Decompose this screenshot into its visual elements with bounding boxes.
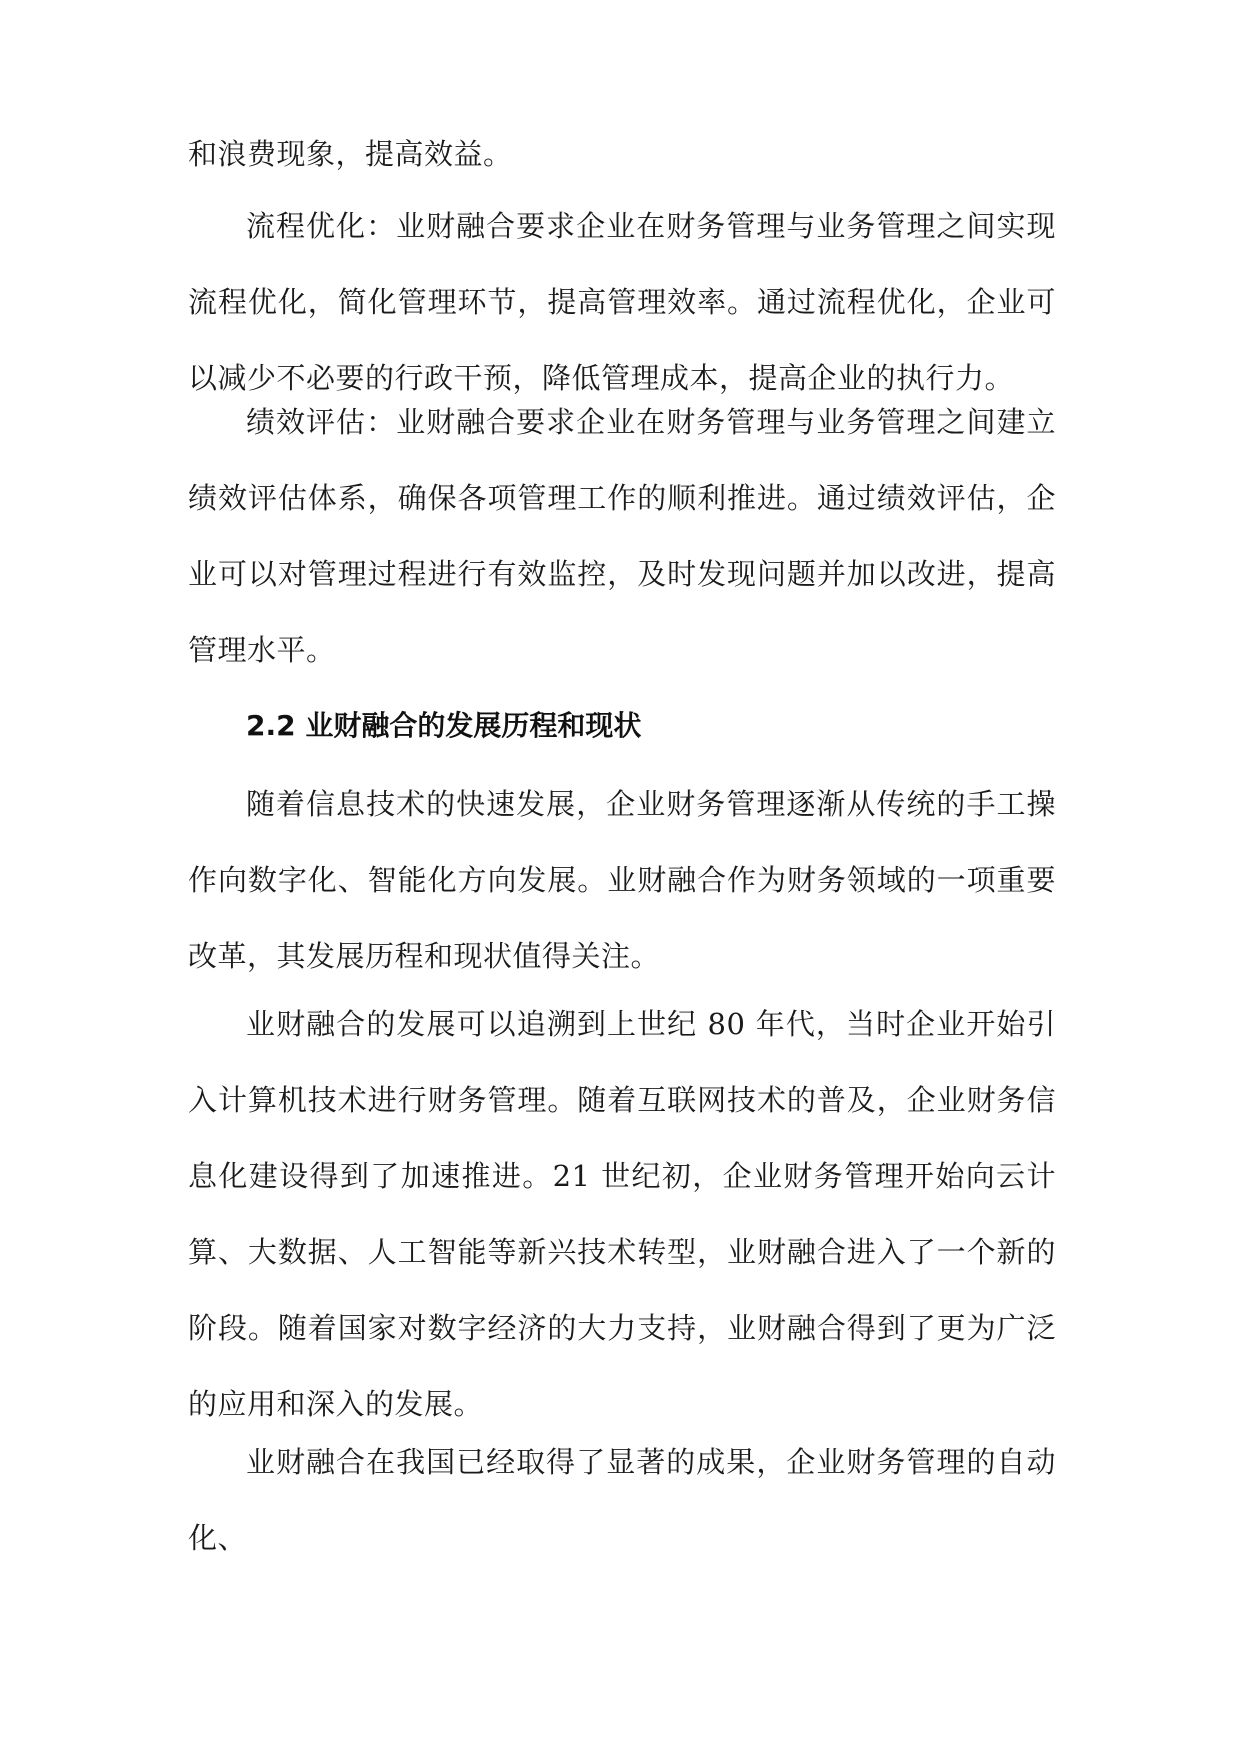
paragraph-process-optimization: 流程优化：业财融合要求企业在财务管理与业务管理之间实现流程优化，简化管理环节，提高管理效率。通过流程优化，企业可以减少不必要的行政干预，降低管理成本，提高企业的执行力。 (188, 209, 1056, 395)
section-heading: 2.2 业财融合的发展历程和现状 (246, 709, 642, 742)
paragraph-development-intro: 随着信息技术的快速发展，企业财务管理逐渐从传统的手工操作向数字化、智能化方向发展。业财融合作为财务领域的一项重要改革，其发展历程和现状值得关注。 (188, 787, 1056, 973)
paragraph-development-history: 业财融合的发展可以追溯到上世纪 80 年代，当时企业开始引入计算机技术进行财务管理。随着互联网技术的普及，企业财务信息化建设得到了加速推进。21 世纪初，企业财务管理开始向云计算、大数据、人工智能等新兴技术转型，业财融合进入了一个新的阶段。随着国家对数字经济的大力支持，业财融合得到了更为广泛的应用和深入的发展。 (188, 1007, 1056, 1421)
paragraph-continuation: 和浪费现象，提高效益。 (188, 137, 513, 171)
paragraph-performance-evaluation: 绩效评估：业财融合要求企业在财务管理与业务管理之间建立绩效评估体系，确保各项管理工作的顺利推进。通过绩效评估，企业可以对管理过程进行有效监控，及时发现问题并加以改进，提高管理水平。 (188, 405, 1056, 667)
paragraph-current-status: 业财融合在我国已经取得了显著的成果，企业财务管理的自动化、 (188, 1445, 1056, 1555)
